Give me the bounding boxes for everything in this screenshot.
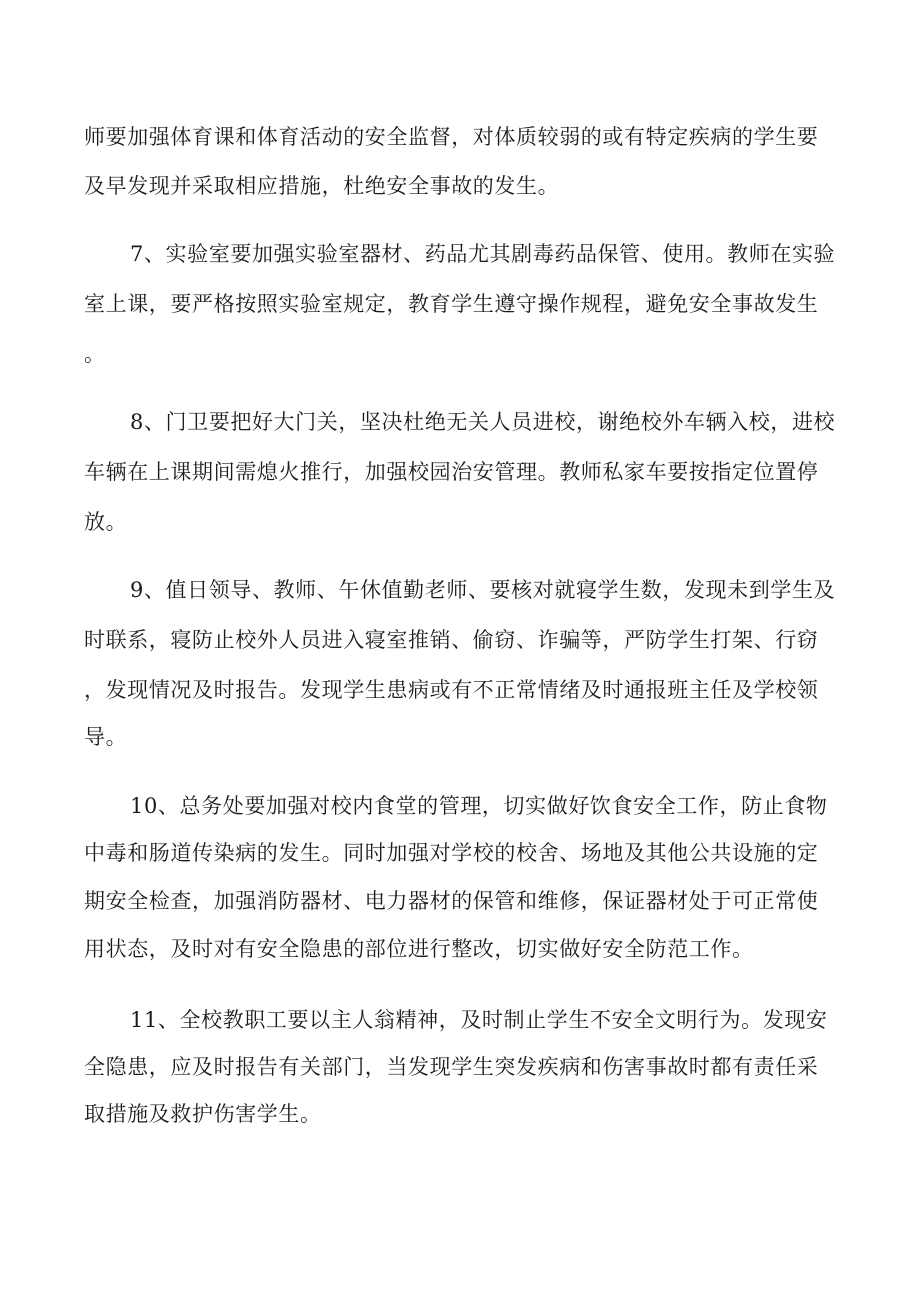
paragraph-line: 10、总务处要加强对校内食堂的管理，切实做好饮食安全工作，防止食物 (130, 794, 828, 818)
paragraph-line: 8、门卫要把好大门关，坚决杜绝无关人员进校，谢绝校外车辆入校，进校 (130, 410, 836, 434)
paragraph-line: 师要加强体育课和体育活动的安全监督，对体质较弱的或有特定疾病的学生要 (84, 125, 819, 149)
paragraph-line: 7、实验室要加强实验室器材、药品尤其剧毒药品保管、使用。教师在实验 (130, 242, 836, 266)
paragraph-line: 取措施及救护伤害学生。 (84, 1102, 322, 1126)
paragraph-line: 11、全校教职工要以主人翁精神，及时制止学生不安全文明行为。发现安 (130, 1008, 828, 1032)
paragraph-line: 室上课，要严格按照实验室规定，教育学生遵守操作规程，避免安全事故发生 (84, 292, 819, 316)
paragraph-line: 9、值日领导、教师、午休值勤老师、要核对就寝学生数，发现未到学生及 (130, 578, 836, 602)
paragraph-line: 中毒和肠道传染病的发生。同时加强对学校的校舍、场地及其他公共设施的定 (84, 841, 819, 865)
paragraph-line: 用状态，及时对有安全隐患的部位进行整改，切实做好安全防范工作。 (84, 937, 754, 961)
paragraph-line: ，发现情况及时报告。发现学生患病或有不正常情绪及时通报班主任及学校领 (84, 678, 819, 702)
paragraph-line: 全隐患，应及时报告有关部门，当发现学生突发疾病和伤害事故时都有责任采 (84, 1055, 819, 1079)
paragraph-line: 时联系，寝防止校外人员进入寝室推销、偷窃、诈骗等，严防学生打架、行窃 (84, 628, 819, 652)
paragraph-line: 。 (84, 342, 106, 366)
paragraph-line: 放。 (84, 510, 128, 534)
paragraph-line: 导。 (84, 725, 128, 749)
paragraph-line: 及早发现并采取相应措施，杜绝安全事故的发生。 (84, 174, 560, 198)
paragraph-line: 期安全检查，加强消防器材、电力器材的保管和维修，保证器材处于可正常使 (84, 889, 819, 913)
paragraph-line: 车辆在上课期间需熄火推行，加强校园治安管理。教师私家车要按指定位置停 (84, 460, 819, 484)
